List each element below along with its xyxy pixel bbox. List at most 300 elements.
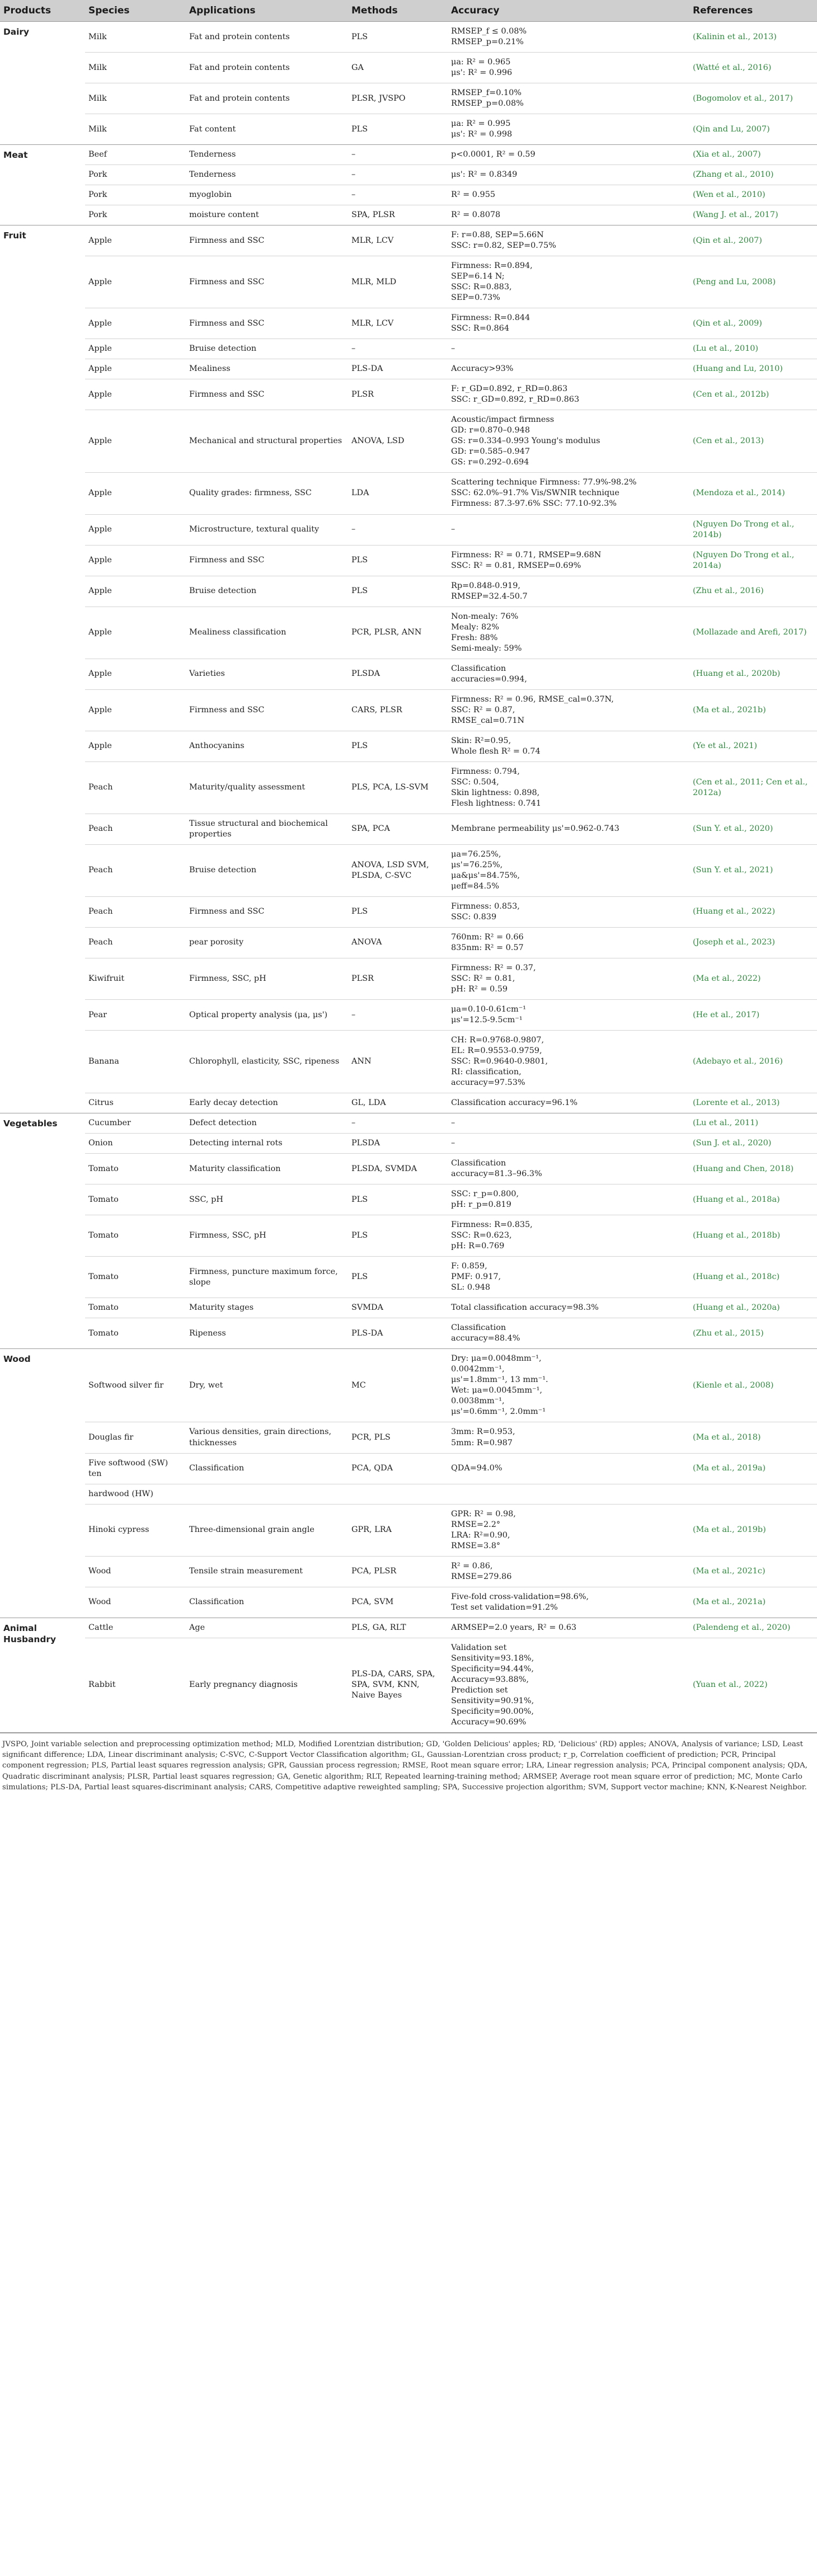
accuracy-cell xyxy=(448,896,689,927)
accuracy-line: pH: r_p=0.819 xyxy=(451,1200,511,1210)
accuracy-line: GS: r=0.292–0.694 xyxy=(451,458,529,467)
accuracy-line: SSC: r_p=0.800, xyxy=(451,1190,519,1199)
reference-link[interactable]: (Sun Y. et al., 2021) xyxy=(689,844,817,896)
application-cell: Detecting internal rots xyxy=(186,1134,348,1154)
reference-link[interactable]: (Lorente et al., 2013) xyxy=(689,1093,817,1113)
accuracy-cell xyxy=(448,1618,689,1638)
table-row xyxy=(0,1318,817,1349)
accuracy-line: RMSE=2.2° xyxy=(451,1520,501,1529)
header-species: Species xyxy=(85,0,186,22)
accuracy-line: GPR: R² = 0.98, xyxy=(451,1509,516,1519)
method-cell: – xyxy=(348,165,448,185)
accuracy-cell xyxy=(448,659,689,689)
table-row xyxy=(0,1453,817,1484)
reference-link[interactable]: (Wen et al., 2010) xyxy=(689,185,817,205)
reference-link[interactable]: (Ma et al., 2019a) xyxy=(689,1453,817,1484)
accuracy-line: μa: R² = 0.965 xyxy=(451,58,511,67)
species-cell: Pork xyxy=(85,205,186,225)
accuracy-line: Non-mealy: 76% xyxy=(451,612,519,621)
table-row xyxy=(0,1422,817,1453)
table-row xyxy=(0,1031,817,1093)
accuracy-line: accuracy=81.3–96.3% xyxy=(451,1169,542,1179)
method-cell: ANOVA, LSD SVM, PLSDA, C-SVC xyxy=(348,844,448,896)
accuracy-line: Membrane permeability μs'=0.962-0.743 xyxy=(451,824,619,834)
accuracy-line: 3mm: R=0.953, xyxy=(451,1427,515,1437)
reference-link[interactable]: (Lu et al., 2010) xyxy=(689,339,817,359)
accuracy-line: Dry: μa=0.0048mm⁻¹, xyxy=(451,1354,542,1364)
accuracy-line: LRA: R²=0.90, xyxy=(451,1530,510,1540)
application-cell: Maturity classification xyxy=(186,1154,348,1184)
application-cell: Firmness, puncture maximum force, slope xyxy=(186,1257,348,1298)
accuracy-line: p<0.0001, R² = 0.59 xyxy=(451,150,536,159)
reference-link[interactable]: (Ma et al., 2022) xyxy=(689,958,817,999)
table-row xyxy=(0,1618,817,1638)
accuracy-line: Whole flesh R² = 0.74 xyxy=(451,746,541,756)
method-cell: PLS-DA, CARS, SPA, SPA, SVM, KNN, Naive Bayes xyxy=(348,1638,448,1732)
application-cell: Maturity stages xyxy=(186,1298,348,1318)
accuracy-cell xyxy=(448,339,689,359)
application-cell: Fat and protein contents xyxy=(186,22,348,53)
reference-link[interactable]: (Ma et al., 2018) xyxy=(689,1422,817,1453)
accuracy-line: PMF: 0.917, xyxy=(451,1272,501,1282)
species-cell: Apple xyxy=(85,514,186,545)
accuracy-cell xyxy=(448,359,689,379)
accuracy-cell xyxy=(448,1257,689,1298)
reference-link[interactable]: (Watté et al., 2016) xyxy=(689,53,817,83)
method-cell: LDA xyxy=(348,473,448,514)
accuracy-line: – xyxy=(451,1118,456,1128)
method-cell: SPA, PCA xyxy=(348,814,448,844)
method-cell: PLS xyxy=(348,1215,448,1257)
accuracy-cell xyxy=(448,1587,689,1618)
method-cell: PLS xyxy=(348,22,448,53)
accuracy-cell xyxy=(448,1154,689,1184)
method-cell: PLSDA, SVMDA xyxy=(348,1154,448,1184)
reference-link[interactable]: (Bogomolov et al., 2017) xyxy=(689,83,817,114)
species-cell: Tomato xyxy=(85,1184,186,1215)
accuracy-cell xyxy=(448,927,689,958)
table-row xyxy=(0,1587,817,1618)
species-cell: Banana xyxy=(85,1031,186,1093)
accuracy-line: Validation set xyxy=(451,1643,507,1652)
species-cell: Milk xyxy=(85,114,186,145)
accuracy-cell xyxy=(448,53,689,83)
table-row xyxy=(0,1257,817,1298)
application-cell: Firmness and SSC xyxy=(186,308,348,339)
accuracy-line: Fresh: 88% xyxy=(451,633,498,642)
table-row xyxy=(0,1113,817,1134)
table-row xyxy=(0,1638,817,1732)
application-cell: Quality grades: firmness, SSC xyxy=(186,473,348,514)
table-row xyxy=(0,1154,817,1184)
accuracy-line: SSC: r_GD=0.892, r_RD=0.863 xyxy=(451,395,580,405)
species-cell: Rabbit xyxy=(85,1638,186,1732)
table-row xyxy=(0,844,817,896)
method-cell: PCA, PLSR xyxy=(348,1556,448,1587)
reference-link[interactable]: (Zhu et al., 2016) xyxy=(689,576,817,607)
application-cell: Classification xyxy=(186,1453,348,1484)
accuracy-line: – xyxy=(451,525,456,534)
reference-link[interactable]: (Ma et al., 2021a) xyxy=(689,1587,817,1618)
species-cell: Onion xyxy=(85,1134,186,1154)
accuracy-line: GD: r=0.585–0.947 xyxy=(451,447,530,457)
reference-link[interactable]: (Xia et al., 2007) xyxy=(689,145,817,165)
reference-link[interactable]: (Huang and Lu, 2010) xyxy=(689,359,817,379)
species-cell: Pork xyxy=(85,185,186,205)
accuracy-line: Flesh lightness: 0.741 xyxy=(451,798,541,808)
accuracy-line: μs'=1.8mm⁻¹, 13 mm⁻¹. xyxy=(451,1375,548,1385)
species-cell: Wood xyxy=(85,1587,186,1618)
accuracy-line: Five-fold cross-validation=98.6%, xyxy=(451,1592,589,1601)
accuracy-cell xyxy=(448,514,689,545)
table-footnote: JVSPO, Joint variable selection and preprocessing optimization method; MLD, Modified Lorentzian distribution; GD, 'Golden Delicious' apples; RD, 'Delicious' (RD) apples; ANOVA, Analysis of variance; LSD, Least significant difference; LDA, Linear discriminant analysis; C-SVC, C-Support Vector Classification algorithm; GL, Gaussian-Lorentzian cross product; r_p, Correlation coefficient of prediction; PCR, Principal component regression; PLS, Partial least squares regression analysis; GPR, Gaussian process regression; RMSE, Root mean square error; LRA, Linear regression analysis; PCA, Principal component analysis; QDA, Quadratic discriminant analysis; PLSR, Partial least squares regression; GA, Genetic algorithm; RLT, Repeated learning-training method; ARMSEP, Average root mean square error of prediction; MC, Monte Carlo simulations; PLS-DA, Partial least squares-discriminant analysis; CARS, Competitive adaptive reweighted sampling; SPA, Successive projection algorithm; SVM, Support vector machine; KNN, K-Nearest Neighbor. xyxy=(0,1733,817,1793)
accuracy-line: 0.0038mm⁻¹, xyxy=(451,1397,505,1406)
reference-link[interactable]: (Ma et al., 2021c) xyxy=(689,1556,817,1587)
accuracy-cell xyxy=(448,1000,689,1031)
method-cell: CARS, PLSR xyxy=(348,689,448,731)
accuracy-cell xyxy=(448,1318,689,1349)
header-references: References xyxy=(689,0,817,22)
table-body xyxy=(0,22,817,1733)
accuracy-line: pH: R=0.769 xyxy=(451,1242,505,1251)
method-cell: MLR, MLD xyxy=(348,256,448,308)
accuracy-cell xyxy=(448,379,689,410)
accuracy-line: 5mm: R=0.987 xyxy=(451,1438,513,1447)
application-cell: Firmness and SSC xyxy=(186,689,348,731)
species-cell: Apple xyxy=(85,256,186,308)
table-row xyxy=(0,114,817,145)
species-cell: Milk xyxy=(85,22,186,53)
reference-link[interactable]: (Huang and Chen, 2018) xyxy=(689,1154,817,1184)
method-cell: MLR, LCV xyxy=(348,225,448,256)
species-cell: Apple xyxy=(85,410,186,473)
accuracy-line: Firmness: R² = 0.37, xyxy=(451,963,536,972)
application-cell: pear porosity xyxy=(186,927,348,958)
reference-link[interactable]: (Cen et al., 2013) xyxy=(689,410,817,473)
reference-link[interactable]: (Yuan et al., 2022) xyxy=(689,1638,817,1732)
table-row xyxy=(0,1184,817,1215)
accuracy-cell xyxy=(448,958,689,999)
species-cell: Apple xyxy=(85,576,186,607)
method-cell: SVMDA xyxy=(348,1298,448,1318)
species-cell: Apple xyxy=(85,339,186,359)
table-row xyxy=(0,185,817,205)
reference-link[interactable]: (Huang et al., 2018b) xyxy=(689,1215,817,1257)
reference-link[interactable]: (Zhang et al., 2010) xyxy=(689,165,817,185)
reference-link[interactable]: (Adebayo et al., 2016) xyxy=(689,1031,817,1093)
accuracy-line: 0.0042mm⁻¹, xyxy=(451,1365,505,1374)
table-row xyxy=(0,1215,817,1257)
header-methods: Methods xyxy=(348,0,448,22)
accuracy-line: Semi-mealy: 59% xyxy=(451,643,522,653)
application-cell: Tenderness xyxy=(186,145,348,165)
reference-link[interactable]: (Huang et al., 2018c) xyxy=(689,1257,817,1298)
reference-link[interactable]: (Qin et al., 2007) xyxy=(689,225,817,256)
accuracy-line: RMSE_cal=0.71N xyxy=(451,716,525,725)
species-cell: Apple xyxy=(85,308,186,339)
accuracy-line: SL: 0.948 xyxy=(451,1283,491,1292)
reference-link[interactable]: (Kienle et al., 2008) xyxy=(689,1349,817,1422)
accuracy-line: R² = 0.86, xyxy=(451,1561,493,1571)
reference-link[interactable]: (Ma et al., 2019b) xyxy=(689,1504,817,1556)
table-row xyxy=(0,165,817,185)
reference-link[interactable]: (Cen et al., 2012b) xyxy=(689,379,817,410)
accuracy-line: Mealy: 82% xyxy=(451,622,499,632)
reference-link[interactable]: (Kalinin et al., 2013) xyxy=(689,22,817,53)
method-cell: ANN xyxy=(348,1031,448,1093)
reference-link[interactable]: (Huang et al., 2020b) xyxy=(689,659,817,689)
accuracy-line: μs'=0.6mm⁻¹, 2.0mm⁻¹ xyxy=(451,1407,546,1417)
accuracy-line: GD: r=0.870–0.948 xyxy=(451,426,530,435)
species-cell: Apple xyxy=(85,659,186,689)
application-cell: Bruise detection xyxy=(186,339,348,359)
reference-link[interactable]: (Wang J. et al., 2017) xyxy=(689,205,817,225)
method-cell: PLS xyxy=(348,1257,448,1298)
product-category: Fruit xyxy=(0,225,85,1113)
method-cell: – xyxy=(348,1113,448,1134)
reference-link[interactable]: (He et al., 2017) xyxy=(689,1000,817,1031)
species-cell: Softwood silver fir xyxy=(85,1349,186,1422)
reference-link[interactable]: (Peng and Lu, 2008) xyxy=(689,256,817,308)
accuracy-line: μa=0.10-0.61cm⁻¹ xyxy=(451,1005,527,1014)
species-cell: Tomato xyxy=(85,1215,186,1257)
table-row xyxy=(0,22,817,53)
method-cell: – xyxy=(348,339,448,359)
table-row xyxy=(0,761,817,814)
accuracy-cell xyxy=(448,22,689,53)
accuracy-line: Firmness: R=0.835, xyxy=(451,1220,533,1230)
accuracy-cell xyxy=(448,1453,689,1484)
accuracy-line: RMSE=279.86 xyxy=(451,1572,512,1581)
method-cell: ANOVA, LSD xyxy=(348,410,448,473)
accuracy-cell xyxy=(448,607,689,659)
table-row xyxy=(0,814,817,844)
method-cell: PLSR xyxy=(348,379,448,410)
accuracy-cell xyxy=(448,308,689,339)
table-row xyxy=(0,731,817,761)
reference-link[interactable]: (Qin and Lu, 2007) xyxy=(689,114,817,145)
accuracy-line: accuracies=0.994, xyxy=(451,674,527,684)
reference-link[interactable]: (Zhu et al., 2015) xyxy=(689,1318,817,1349)
species-cell: Apple xyxy=(85,607,186,659)
method-cell: PLSR, JVSPO xyxy=(348,83,448,114)
accuracy-line: accuracy=97.53% xyxy=(451,1078,525,1088)
accuracy-line: RI: classification, xyxy=(451,1068,522,1077)
accuracy-line: Specificity=90.00%, xyxy=(451,1707,534,1716)
accuracy-line: Acoustic/impact firmness xyxy=(451,415,555,425)
accuracy-line: ARMSEP=2.0 years, R² = 0.63 xyxy=(451,1623,577,1632)
species-cell: Milk xyxy=(85,83,186,114)
accuracy-line: Firmness: 87.3-97.6% SSC: 77.10-92.3% xyxy=(451,499,617,509)
accuracy-cell xyxy=(448,165,689,185)
accuracy-line: – xyxy=(451,1139,456,1148)
table-row xyxy=(0,659,817,689)
accuracy-line: F: 0.859, xyxy=(451,1262,487,1271)
reference-link[interactable]: (Ye et al., 2021) xyxy=(689,731,817,761)
accuracy-line: μs'=12.5-9.5cm⁻¹ xyxy=(451,1016,523,1025)
accuracy-line: F: r=0.88, SEP=5.66N xyxy=(451,231,544,240)
application-cell: Varieties xyxy=(186,659,348,689)
product-category: Wood xyxy=(0,1349,85,1618)
accuracy-cell xyxy=(448,1422,689,1453)
species-cell: Apple xyxy=(85,473,186,514)
accuracy-line: CH: R=0.9768-0.9807, xyxy=(451,1036,544,1045)
application-cell xyxy=(186,1484,348,1504)
method-cell: PLS xyxy=(348,731,448,761)
reference-link[interactable]: (Nguyen Do Trong et al., 2014a) xyxy=(689,545,817,576)
reference-link[interactable]: (Qin et al., 2009) xyxy=(689,308,817,339)
reference-link[interactable] xyxy=(689,1484,817,1504)
application-cell: Anthocyanins xyxy=(186,731,348,761)
accuracy-line: SSC: 62.0%–91.7% Vis/SWNIR technique xyxy=(451,488,619,498)
table-row xyxy=(0,145,817,165)
accuracy-line: SSC: R=0.883, xyxy=(451,283,512,292)
accuracy-cell xyxy=(448,1298,689,1318)
table-row xyxy=(0,1000,817,1031)
reference-link[interactable]: (Mendoza et al., 2014) xyxy=(689,473,817,514)
accuracy-cell xyxy=(448,1504,689,1556)
accuracy-cell xyxy=(448,545,689,576)
table-row xyxy=(0,410,817,473)
reference-link[interactable]: (Ma et al., 2021b) xyxy=(689,689,817,731)
application-cell: Firmness and SSC xyxy=(186,379,348,410)
accuracy-line: μa&μs'=84.75%, xyxy=(451,871,520,880)
species-cell: Apple xyxy=(85,689,186,731)
accuracy-line: Firmness: R² = 0.71, RMSEP=9.68N xyxy=(451,550,602,560)
reference-link[interactable]: (Mollazade and Arefi, 2017) xyxy=(689,607,817,659)
method-cell: PLS xyxy=(348,545,448,576)
accuracy-cell xyxy=(448,205,689,225)
reference-link[interactable]: (Huang et al., 2022) xyxy=(689,896,817,927)
application-cell: Bruise detection xyxy=(186,844,348,896)
application-cell: Dry, wet xyxy=(186,1349,348,1422)
reference-link[interactable]: (Sun J. et al., 2020) xyxy=(689,1134,817,1154)
table-row xyxy=(0,256,817,308)
accuracy-cell xyxy=(448,1215,689,1257)
accuracy-line: 760nm: R² = 0.66 xyxy=(451,932,524,942)
accuracy-line: Firmness: R=0.894, xyxy=(451,261,533,271)
method-cell: MLR, LCV xyxy=(348,308,448,339)
reference-link[interactable]: (Cen et al., 2011; Cen et al., 2012a) xyxy=(689,761,817,814)
accuracy-cell xyxy=(448,1093,689,1113)
accuracy-line: 835nm: R² = 0.57 xyxy=(451,943,524,952)
accuracy-line: SEP=6.14 N; xyxy=(451,272,505,281)
application-cell: Defect detection xyxy=(186,1113,348,1134)
accuracy-cell xyxy=(448,83,689,114)
accuracy-line: μs': R² = 0.996 xyxy=(451,68,513,78)
application-cell: Mealiness xyxy=(186,359,348,379)
method-cell: PLS xyxy=(348,576,448,607)
table-row xyxy=(0,1093,817,1113)
product-category: Vegetables xyxy=(0,1113,85,1349)
reference-link[interactable]: (Lu et al., 2011) xyxy=(689,1113,817,1134)
accuracy-line: Classification accuracy=96.1% xyxy=(451,1098,578,1108)
application-cell: Bruise detection xyxy=(186,576,348,607)
application-cell: Firmness and SSC xyxy=(186,225,348,256)
method-cell: PLS xyxy=(348,1184,448,1215)
accuracy-line: SSC: R² = 0.87, xyxy=(451,705,515,714)
species-cell: Tomato xyxy=(85,1154,186,1184)
table-row xyxy=(0,514,817,545)
accuracy-line: RMSEP=32.4-50.7 xyxy=(451,591,528,601)
species-cell: Citrus xyxy=(85,1093,186,1113)
accuracy-line: Accuracy=93.88%, xyxy=(451,1675,529,1684)
accuracy-cell xyxy=(448,256,689,308)
accuracy-line: Firmness: 0.853, xyxy=(451,901,520,911)
table-row xyxy=(0,339,817,359)
species-cell: hardwood (HW) xyxy=(85,1484,186,1504)
reference-link[interactable]: (Huang et al., 2018a) xyxy=(689,1184,817,1215)
accuracy-cell xyxy=(448,1638,689,1732)
product-category: Meat xyxy=(0,145,85,225)
table-row xyxy=(0,1484,817,1504)
accuracy-line: RMSEP_p=0.08% xyxy=(451,99,524,109)
species-cell: Cucumber xyxy=(85,1113,186,1134)
accuracy-line: Sensitivity=93.18%, xyxy=(451,1653,534,1663)
accuracy-line: Firmness: 0.794, xyxy=(451,767,520,776)
application-cell: SSC, pH xyxy=(186,1184,348,1215)
accuracy-cell xyxy=(448,844,689,896)
accuracy-line: GS: r=0.334–0.993 Young's modulus xyxy=(451,436,600,446)
species-cell: Apple xyxy=(85,225,186,256)
reference-link[interactable]: (Nguyen Do Trong et al., 2014b) xyxy=(689,514,817,545)
application-cell: Firmness and SSC xyxy=(186,545,348,576)
accuracy-line: SSC: R² = 0.81, xyxy=(451,974,515,983)
accuracy-cell xyxy=(448,814,689,844)
method-cell: – xyxy=(348,1000,448,1031)
accuracy-cell xyxy=(448,1184,689,1215)
application-cell: Optical property analysis (μa, μs') xyxy=(186,1000,348,1031)
method-cell: PCR, PLSR, ANN xyxy=(348,607,448,659)
method-cell: SPA, PLSR xyxy=(348,205,448,225)
accuracy-line: SEP=0.73% xyxy=(451,293,500,303)
table-row xyxy=(0,545,817,576)
accuracy-line: μs': R² = 0.998 xyxy=(451,130,513,139)
accuracy-line: SSC: r=0.82, SEP=0.75% xyxy=(451,241,556,251)
method-cell: PLS, PCA, LS-SVM xyxy=(348,761,448,814)
header-products: Products xyxy=(0,0,85,22)
reference-link[interactable]: (Huang et al., 2020a) xyxy=(689,1298,817,1318)
method-cell: PCA, QDA xyxy=(348,1453,448,1484)
application-cell: Microstructure, textural quality xyxy=(186,514,348,545)
application-cell: Age xyxy=(186,1618,348,1638)
application-cell: Fat and protein contents xyxy=(186,53,348,83)
table-row xyxy=(0,958,817,999)
species-cell: Tomato xyxy=(85,1257,186,1298)
reference-link[interactable]: (Sun Y. et al., 2020) xyxy=(689,814,817,844)
accuracy-line: Test set validation=91.2% xyxy=(451,1602,558,1612)
accuracy-line: μeff=84.5% xyxy=(451,881,499,891)
method-cell: GL, LDA xyxy=(348,1093,448,1113)
method-cell: PLS xyxy=(348,896,448,927)
accuracy-line: Classification xyxy=(451,664,506,673)
accuracy-line: RMSE=3.8° xyxy=(451,1541,501,1550)
table-row xyxy=(0,607,817,659)
accuracy-line: Accuracy>93% xyxy=(451,364,514,374)
species-cell: Apple xyxy=(85,545,186,576)
table-row xyxy=(0,308,817,339)
accuracy-line: Prediction set xyxy=(451,1685,508,1695)
accuracy-line: Firmness: R=0.844 xyxy=(451,313,530,323)
table-row xyxy=(0,53,817,83)
product-category: Dairy xyxy=(0,22,85,145)
application-cell: Fat and protein contents xyxy=(186,83,348,114)
method-cell: PLS-DA xyxy=(348,359,448,379)
accuracy-cell xyxy=(448,731,689,761)
reference-link[interactable]: (Joseph et al., 2023) xyxy=(689,927,817,958)
reference-link[interactable]: (Palendeng et al., 2020) xyxy=(689,1618,817,1638)
accuracy-line: Skin: R²=0.95, xyxy=(451,736,511,745)
